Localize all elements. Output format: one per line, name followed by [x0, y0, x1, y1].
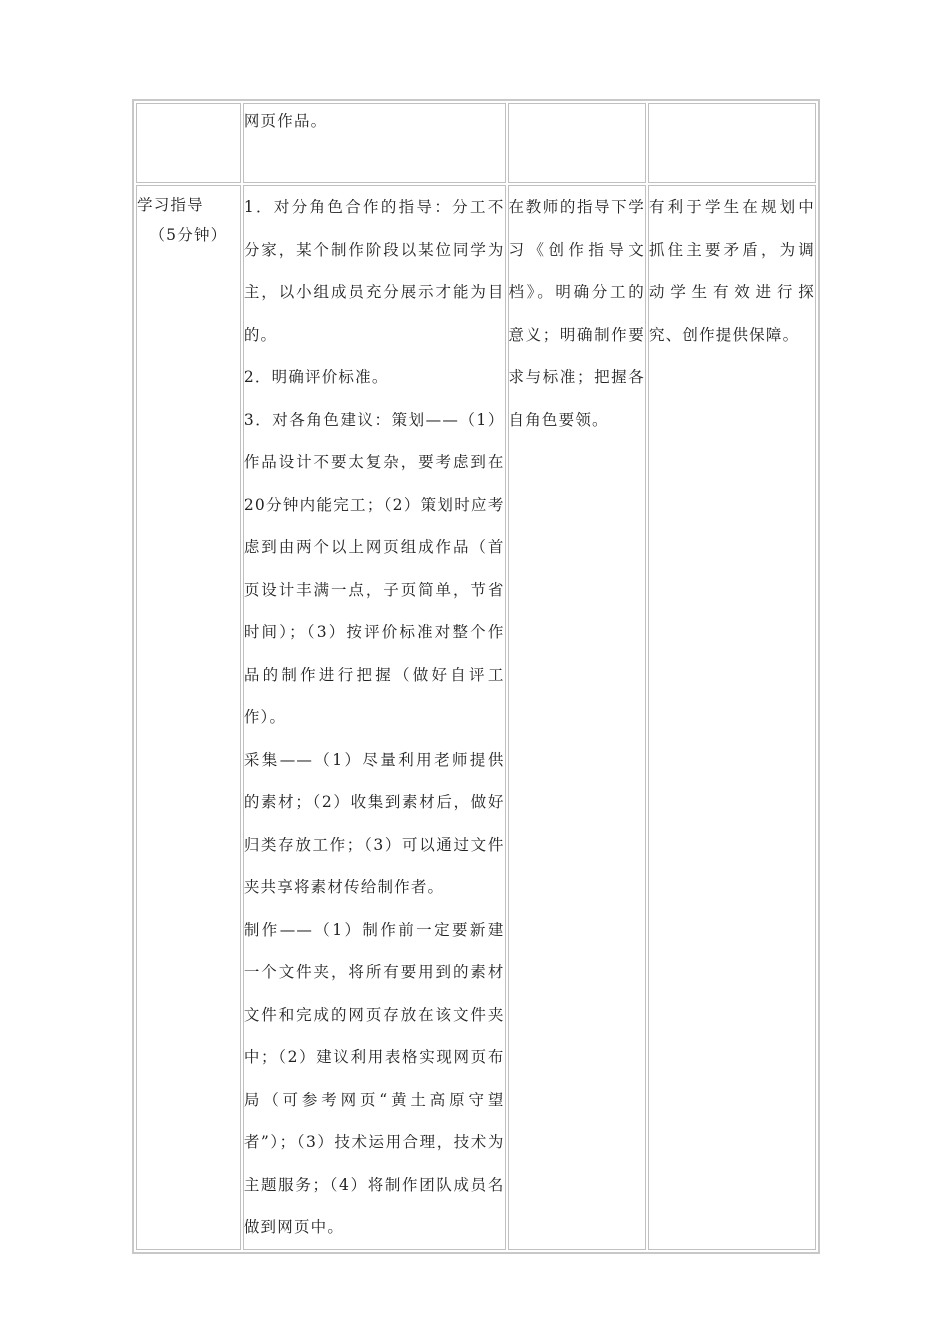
teacher-activity-text: 网页作品。 [243, 112, 328, 130]
design-purpose-cell [648, 185, 816, 1250]
table-row [136, 103, 816, 183]
teacher-activity-cell [243, 185, 506, 1250]
teacher-paragraph: 2．明确评价标准。 [243, 368, 389, 386]
teacher-activity-cell [243, 103, 506, 183]
teacher-paragraph: 1．对分角色合作的指导：分工不分家，某个制作阶段以某位同学为主，以小组成员充分展示才能为目的。 [243, 198, 505, 344]
stage-title: 学习指导 [137, 196, 204, 214]
student-activity-cell [508, 103, 646, 183]
teacher-paragraph: 3．对各角色建议：策划——（1）作品设计不要太复杂，要考虑到在20分钟内能完工；（2）策划时应考虑到由两个以上网页组成作品（首页设计丰满一点，子页简单，节省时间）；（3）按评价标准对整个作品的制作进行把握（做好自评工作）。 [243, 410, 505, 726]
design-purpose-text: 有利于学生在规划中抓住主要矛盾，为调动学生有效进行探究、创作提供保障。 [648, 198, 815, 344]
time-text [137, 104, 240, 110]
student-activity-text [509, 104, 645, 110]
stage-duration: （5分钟） [149, 226, 228, 244]
student-activity-text: 在教师的指导下学习《创作指导文档》。明确分工的意义；明确制作要求与标准；把握各自角色要领。 [508, 198, 645, 429]
time-cell [136, 103, 241, 183]
lesson-plan-table [132, 99, 820, 1254]
teacher-paragraph: 制作——（1）制作前一定要新建一个文件夹，将所有要用到的素材文件和完成的网页存放在该文件夹中；（2）建议利用表格实现网页布局（可参考网页“黄土高原守望者”）；（3）技术运用合理，技术为主题服务；（4）将制作团队成员名做到网页中。 [243, 920, 505, 1236]
teacher-paragraph: 采集——（1）尽量利用老师提供的素材；（2）收集到素材后，做好归类存放工作；（3）可以通过文件夹共享将素材传给制作者。 [243, 750, 505, 896]
design-purpose-text [649, 104, 815, 110]
design-purpose-cell [648, 103, 816, 183]
table-row [136, 185, 816, 1250]
student-activity-cell [508, 185, 646, 1250]
time-cell [136, 185, 241, 1250]
